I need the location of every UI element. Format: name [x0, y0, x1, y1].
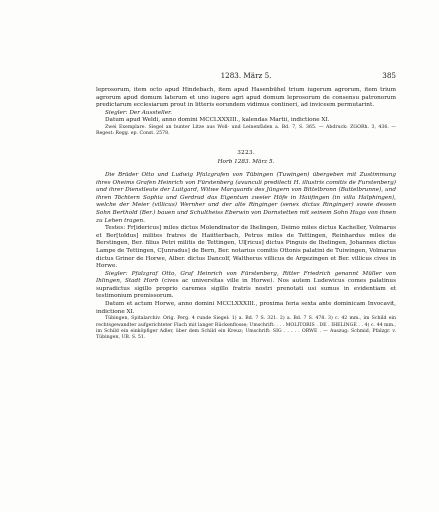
document-summary: Die Brüder Otto und Ludwig Pfalzgrafen von Tübingen (Tuwingen) übergeben mit Zustimmung ihres Oheims Grafen Heinrich von Fürstenberg (avunculi predilecti H. illustris comitis de Furstenberg) und ihrer Dienstleute der Luitgard, Witwe Marquards des Jüngern von Bittelbronn (Buttelbrunne), und ihren Töchtern Sophia und Gerdrud das Eigentum zweier Höfe in Haiifingen (in villa Halphingen), welche der Meier (villicus) Wernher und der alte Ringinger (senex dictus Ringinger) sowie dessen Sohn Berthold (Ber.) bauen und Schultheiss Eberwin von Dornstetten mit seinem Sohn Hugo von ihnen zu Lehen tragen.	[96, 171, 396, 224]
running-head	[96, 71, 396, 81]
running-head-date: 1283. März 5.	[220, 71, 272, 80]
document-body	[96, 87, 396, 342]
siegler-text: (cives ac universitas ville in Horwe). Nos autem Ludewicus comes palatinus supradictus sigillo proprio caremes sigillo fratris nostri prenotati usi sumus in evidentiam et testimonium premissorum.	[96, 278, 397, 300]
siegler-value: Pfalzgraf Otto, Graf Heinrich von Fürstenberg, Ritter Friedrich genannt Müller von Ihlingen, Stadt Horb	[96, 270, 396, 285]
document-siegler	[96, 271, 396, 301]
previous-document-datum: Datum apud Weldi, anno domini MCCLXXXIII., kalendas Martii, indictione XI.	[105, 117, 330, 124]
document-datum: Datum et actum Horwe, anno domini MCCLXXXIII., proxima feria sexta ante dominicam Invocavit, indictione XI.	[96, 301, 396, 315]
document-note: Tübingen, Spitalarchiv. Orig. Perg. 4 runde Siegel: 1) a. Bd. 7 S. 321. 2) a. Bd. 7 S. 478. 3) c. 42 mm., im Schild ein rechtsgewandter aufgerichteter Flach mit langer Rückenflosse; Umschrift: . . . MOLITORIS . DE . IHELINGE . . 4) c. 44 mm., im Schild ein einköpfiger Adler, über dem Schild ein Kreuz; Umschrift: SIG . . . . . ORWE . — Auszug: Schmid, Pfalzgr. v. Tübingen, UB. S. 51.	[96, 316, 396, 341]
page-number: 385	[382, 71, 396, 80]
previous-document-note: Zwei Exemplare. Siegel an bunter Litze aus Woll- und Leinenfäden a. Bd. 7, S. 365. — Abdruck: ZGORh. 3, 436. — Regest: Regg. ep. Const. 2578.	[96, 124, 396, 137]
siegler-value: Der Aussteller.	[129, 109, 172, 116]
previous-document-siegler	[96, 110, 396, 118]
previous-document-text: leprosorum, item octo apud Hindebach, item apud Hasenbühel trium iugerum agrorum, item trium agrorum apud domum laterum et uno iugere agri apud domum leprosorum de consensu patronorum predictarum ecclesiarum prout in litteris eorundem vidimus contineri, ad inviceem permutarint.	[96, 87, 396, 109]
siegler-label: Siegler:	[105, 109, 128, 116]
document-number: 3223.	[237, 149, 255, 156]
siegler-label: Siegler:	[105, 270, 128, 277]
document-testes: Testes: Fr[idericus] miles dictus Molendinator de Ihelingen, Deimo miles dictus Kacheller, Volmarus et Ber[toldus] milites fratres de Haiitterbach, Petrus miles de Tettingen, Reinhardus miles de Berstingen, Ber. filius Petri militis de Tettingen, Ul[ricus] dictus Pinguis de Ihelingen, Johannes dictus Lampe de Tettingen, C[unradus] de Bern, Ber. notarius comitis Ottonis palatini de Tuiwingen, Volmarus dictus Griner de Horwe, Alber. dictus Dancolf, Waltherus villicus de Argezingen et Ber. villicus cives in Horwe.	[96, 225, 396, 270]
document-place-date: Horb 1283. März 5.	[217, 159, 275, 166]
